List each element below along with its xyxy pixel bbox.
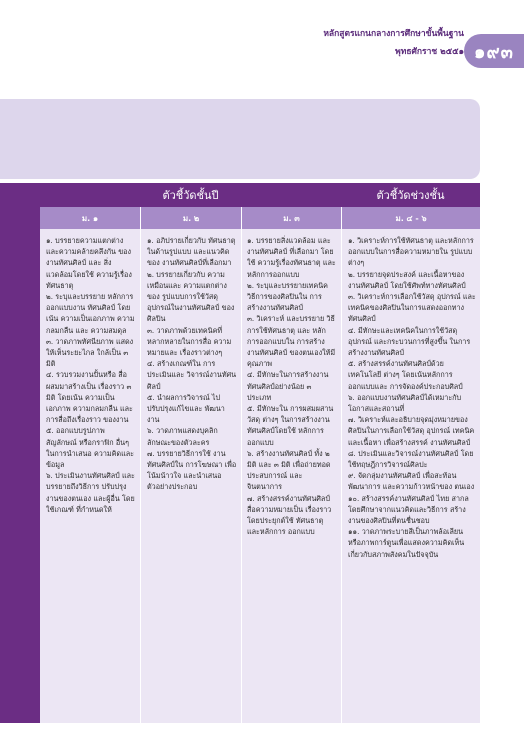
indicator-item: ๑๐. สร้างสรรค์งานทัศนศิลป์ ไทย สากล โดยศึกษาจากแนวคิดและวิธีการ สร้างงานของศิลปินที่ตนชื่นชอบ <box>348 493 469 526</box>
column-divider <box>241 207 242 723</box>
indicator-item: ๒. ระบุและบรรยายเทคนิค วิธีการของศิลปินใน การสร้างงานทัศนศิลป์ <box>247 280 328 313</box>
indicator-item: ๕. นำผลการวิจารณ์ ไปปรับปรุงแก้ไขและ พัฒนางาน <box>147 392 225 425</box>
grade-header-m2: ม. ๒ <box>182 213 200 223</box>
column-m3 <box>247 235 337 537</box>
column-divider <box>140 207 141 723</box>
indicator-item: ๑. บรรยายความแตกต่าง และความคล้ายคลึงกัน ของงานทัศนศิลป์ และ สิ่งแวดล้อมโดยใช้ ความรู้เรื่องทัศนธาตุ <box>46 236 132 290</box>
indicator-item: ๔. สร้างเกณฑ์ใน การประเมินและ วิจารณ์งานทัศนศิลป์ <box>147 359 237 391</box>
side-strip <box>0 183 40 723</box>
indicator-item: ๒. ระบุและบรรยาย หลักการออกแบบงาน ทัศนศิลป์ โดยเน้น ความเป็นเอกภาพ ความกลมกลืน และ ความสมดุล <box>46 292 135 335</box>
column-m2 <box>147 235 237 493</box>
indicator-item: ๙. จัดกลุ่มงานทัศนศิลป์ เพื่อสะท้อน พัฒนาการ และความก้าวหน้าของ ตนเอง <box>348 471 475 492</box>
column-m1 <box>46 235 136 515</box>
indicator-item: ๑. บรรยายสิ่งแวดล้อม และงานทัศนศิลป์ ที่เลือกมา โดยใช้ ความรู้เรื่องทัศนธาตุ และหลักการออกแบบ <box>247 236 336 279</box>
indicator-item: ๔. มีทักษะในการสร้างงาน ทัศนศิลป์อย่างน้อย ๓ ประเภท <box>247 370 329 402</box>
page-number: ๑๙๓ <box>464 34 524 68</box>
column-divider <box>341 207 342 723</box>
grade-header-m4-6: ม. ๔ - ๖ <box>395 213 427 223</box>
indicator-item: ๔. มีทักษะและเทคนิคในการใช้วัสดุ อุปกรณ์ และกระบวนการที่สูงขึ้น ในการสร้างงานทัศนศิลป์ <box>348 325 471 358</box>
indicator-item: ๗. วิเคราะห์และอธิบายจุดมุ่งหมายของ ศิลปินในการเลือกใช้วัสดุ อุปกรณ์ เทคนิคและเนื้อหา เพื่อสร้างสรรค์ งานทัศนศิลป์ <box>348 415 475 447</box>
range-indicators-header: ตัวชี้วัดช่วงชั้น <box>376 189 445 202</box>
indicators-table <box>40 183 480 723</box>
indicator-item: ๓. วาดภาพด้วยเทคนิคที่ หลากหลายในการสื่อ ความหมายและ เรื่องราวต่างๆ <box>147 325 232 358</box>
column-m4-6 <box>348 235 476 560</box>
indicator-item: ๖. วาดภาพแสดงบุคลิก ลักษณะของตัวละคร <box>147 426 218 447</box>
indicator-item: ๓. วาดภาพทัศนียภาพ แสดงให้เห็นระยะไกล ใกล้เป็น ๓ มิติ <box>46 336 134 369</box>
indicator-item: ๔. รวบรวมงานปั้นหรือ สื่อผสมมาสร้างเป็น เรื่องราว ๓ มิติ โดยเน้น ความเป็นเอกภาพ ความกลมกลืน และ การสื่อถึงเรื่องราว ของงาน <box>46 370 133 425</box>
indicator-item: ๘. ประเมินและวิจารณ์งานทัศนศิลป์ โดยใช้ทฤษฎีการวิจารณ์ศิลปะ <box>348 448 474 470</box>
indicator-item: ๑๑. วาดภาพระบายสีเป็นภาพล้อเลียน หรือภาพการ์ตูนเพื่อแสดงความคิดเห็น เกี่ยวกับสภาพสังคมในปัจจุบัน <box>348 527 465 559</box>
indicator-item: ๓. วิเคราะห์การเลือกใช้วัสดุ อุปกรณ์ และ เทคนิคของศิลปินในการแสดงออกทาง ทัศนศิลป์ <box>348 292 476 324</box>
grade-header-m3: ม. ๓ <box>283 213 300 223</box>
indicator-item: ๒. บรรยายเกี่ยวกับ ความเหมือนและ ความแตกต่างของ รูปแบบการใช้วัสดุ อุปกรณ์ในงานทัศนศิลป์ ของศิลปิน <box>147 269 235 324</box>
indicator-item: ๖. สร้างงานทัศนศิลป์ ทั้ง ๒ มิติ และ ๓ มิติ เพื่อถ่ายทอด ประสบการณ์ และ จินตนาการ <box>247 448 331 492</box>
indicator-item: ๒. บรรยายจุดประสงค์ และเนื้อหาของ งานทัศนศิลป์ โดยใช้ศัพท์ทางทัศนศิลป์ <box>348 269 466 290</box>
header-band <box>0 99 480 179</box>
indicator-item: ๖. ออกแบบงานทัศนศิลป์ได้เหมาะกับ โอกาสและสถานที่ <box>348 392 462 414</box>
indicator-item: ๕. มีทักษะใน การผสมผสานวัสดุ ต่างๆ ในการสร้างงาน ทัศนศิลป์โดยใช้ หลักการออกแบบ <box>247 404 334 447</box>
indicator-item: ๕. สร้างสรรค์งานทัศนศิลป์ด้วยเทคโนโลยี ต่างๆ โดยเน้นหลักการออกแบบและ การจัดองค์ประกอบศิลป์ <box>348 359 463 391</box>
document-subtitle: พุทธศักราช ๒๕๕๑ <box>395 47 464 57</box>
indicator-item: ๕. ออกแบบรูปภาพ สัญลักษณ์ หรือกราฟิก อื่นๆ ในการนำเสนอ ความคิดและข้อมูล <box>46 426 134 470</box>
indicator-item: ๗. สร้างสรรค์งานทัศนศิลป์ สื่อความหมายเป็น เรื่องราวโดยประยุกต์ใช้ ทัศนธาตุ และหลักการ ออกแบบ <box>247 493 332 537</box>
document-title: หลักสูตรแกนกลางการศึกษาขั้นพื้นฐาน <box>323 29 464 39</box>
indicator-item: ๖. ประเมินงานทัศนศิลป์ และบรรยายถึงวิธีการ ปรับปรุงงานของตนเอง และผู้อื่น โดยใช้เกณฑ์ ที่กำหนดให้ <box>46 471 135 514</box>
indicator-item: ๑. อภิปรายเกี่ยวกับ ทัศนธาตุในด้านรูปแบบ และแนวคิดของ งานทัศนศิลป์ที่เลือกมา <box>147 236 236 268</box>
indicator-item: ๓. วิเคราะห์ และบรรยาย วิธีการใช้ทัศนธาตุ และ หลักการออกแบบใน การสร้างงานทัศนศิลป์ ของตนเองให้มีคุณภาพ <box>247 314 336 369</box>
grade-header-m1: ม. ๑ <box>81 213 99 223</box>
indicator-item: ๗. บรรยายวิธีการใช้ งานทัศนศิลป์ใน การโฆษณา เพื่อ โน้มน้าวใจ และนำเสนอ ตัวอย่างประกอบ <box>147 448 237 492</box>
grade-indicators-header: ตัวชี้วัดชั้นปี <box>162 189 219 202</box>
indicator-item: ๑. วิเคราะห์การใช้ทัศนธาตุ และหลักการ ออกแบบในการสื่อความหมายใน รูปแบบต่างๆ <box>348 236 474 268</box>
